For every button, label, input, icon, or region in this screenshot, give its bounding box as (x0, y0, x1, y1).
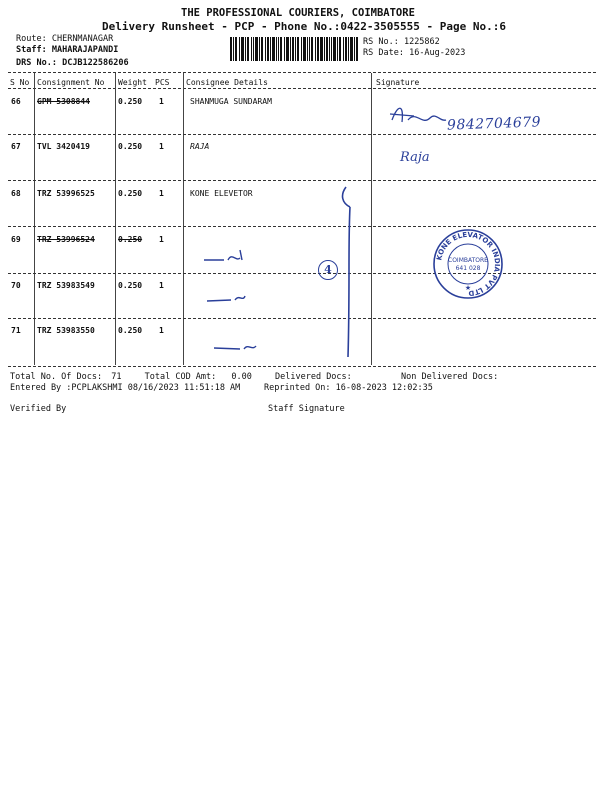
row-weight: 0.250 (118, 326, 143, 335)
row-sno: 70 (11, 281, 21, 290)
rs-no-label: RS No.: (363, 37, 399, 47)
row-rule (8, 134, 596, 135)
drs-line (16, 58, 129, 68)
col-header-signature: Signature (376, 78, 420, 87)
bracket-stroke (338, 185, 358, 360)
row-weight: 0.250 (118, 189, 143, 198)
rs-no-value: 1225862 (403, 37, 440, 47)
circled-number-text: 4 (324, 263, 332, 276)
row-pcs: 1 (159, 326, 164, 335)
staff-label: Staff: (16, 45, 47, 55)
row-weight: 0.250 (118, 142, 143, 151)
rs-date-line (363, 48, 465, 58)
tick-mark (200, 248, 250, 266)
col-header-pcs: PCS (155, 78, 170, 87)
total-cod-value: 0.00 (231, 372, 252, 382)
row-rule (8, 226, 596, 227)
row-pcs: 1 (159, 281, 164, 290)
reprinted-on: Reprinted On: 16-08-2023 12:02:35 (264, 383, 433, 393)
row-sno: 66 (11, 97, 21, 106)
runsheet-title: Delivery Runsheet - PCP - Phone No.:0422-3505555 - Page No.:6 (102, 20, 506, 33)
staff-signature-label: Staff Signature (268, 404, 345, 414)
barcode-image (230, 37, 358, 61)
drs-label: DRS No.: (16, 58, 57, 68)
rs-no-line (363, 37, 440, 47)
company-title: THE PROFESSIONAL COURIERS, COIMBATORE (181, 7, 415, 19)
row-consignment: TRZ 53996524 (37, 235, 95, 244)
svg-text:COIMBATORE: COIMBATORE (448, 257, 488, 264)
table-top-rule (8, 72, 596, 73)
row-consignment: GPM 5308844 (37, 97, 90, 106)
row-weight: 0.250 (118, 281, 143, 290)
rs-date-value: 16-Aug-2023 (409, 48, 466, 58)
row-weight: 0.250 (118, 235, 143, 244)
col-header-weight: Weight (118, 78, 147, 87)
handwritten-phone: 9842704679 (446, 114, 542, 134)
totals-line (10, 372, 352, 382)
verified-by-label: Verified By (10, 404, 67, 414)
company-seal-stamp (432, 228, 504, 300)
total-cod-label: Total COD Amt: (144, 372, 217, 382)
svg-text:KONE ELEVATOR INDIA PVT LTD: KONE ELEVATOR INDIA PVT LTD (435, 230, 502, 298)
total-docs-label: Total No. Of Docs: (10, 372, 103, 382)
col-header-consignment: Consignment No (37, 78, 105, 87)
col-header-sno: S No (10, 78, 30, 87)
row-consignee: KONE ELEVETOR (190, 189, 253, 198)
row-consignee: RAJA (190, 142, 210, 151)
circled-number (318, 260, 338, 280)
row-pcs: 1 (159, 189, 164, 198)
row-pcs: 1 (159, 235, 164, 244)
handwritten-raja: Raja (400, 150, 430, 165)
drs-value: DCJB122586206 (62, 58, 129, 68)
tick-mark (212, 340, 258, 354)
staff-value: MAHARAJAPANDI (51, 45, 119, 55)
row-sno: 68 (11, 189, 21, 198)
total-docs-value: 71 (111, 372, 122, 382)
row-sno: 67 (11, 142, 21, 151)
route-value: CHERNMANAGAR (51, 34, 114, 44)
row-pcs: 1 (159, 142, 164, 151)
svg-text:★: ★ (464, 284, 472, 292)
row-consignment: TRZ 53983550 (37, 326, 95, 335)
col-divider (371, 73, 372, 365)
table-bottom-rule (8, 366, 596, 367)
col-divider (183, 73, 184, 365)
row-weight: 0.250 (118, 97, 143, 106)
entered-by: Entered By :PCPLAKSHMI 08/16/2023 11:51:18 AM (10, 383, 241, 393)
row-consignment: TRZ 53996525 (37, 189, 95, 198)
staff-line (16, 45, 118, 55)
rs-date-label: RS Date: (363, 48, 404, 58)
table-header-rule (8, 88, 596, 89)
row-rule (8, 273, 596, 274)
non-delivered-docs-label: Non Delivered Docs: (401, 372, 499, 382)
route-line (16, 34, 113, 44)
svg-text:641 028: 641 028 (455, 265, 481, 272)
row-consignee: SHANMUGA SUNDARAM (190, 97, 272, 106)
row-sno: 69 (11, 235, 21, 244)
row-consignment: TRZ 53983549 (37, 281, 95, 290)
tick-mark (205, 290, 251, 306)
col-divider (34, 73, 35, 365)
row-rule (8, 318, 596, 319)
route-label: Route: (16, 34, 47, 44)
delivered-docs-label: Delivered Docs: (275, 372, 352, 382)
row-pcs: 1 (159, 97, 164, 106)
row-rule (8, 180, 596, 181)
col-header-consignee: Consignee Details (186, 78, 268, 87)
row-sno: 71 (11, 326, 21, 335)
col-divider (115, 73, 116, 365)
row-consignment: TVL 3420419 (37, 142, 90, 151)
signature-scribble (388, 100, 448, 134)
